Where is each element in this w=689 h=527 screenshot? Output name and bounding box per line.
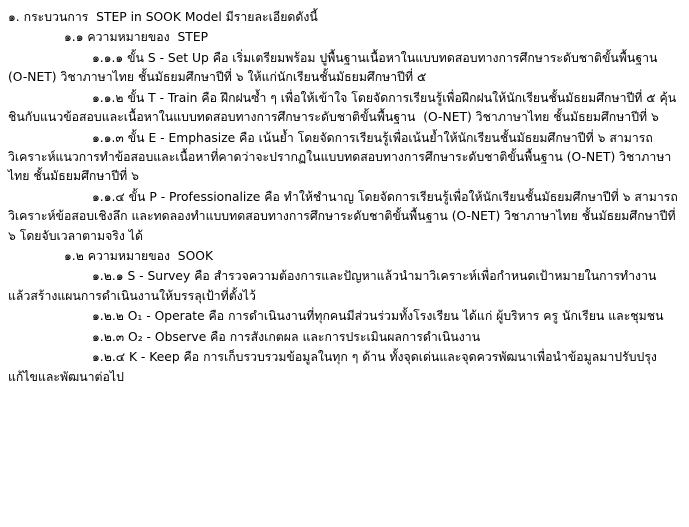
paragraph-item-1-1-4-p-professionalize: ๑.๑.๔ ขั้น P - Professionalize คือ ทำให้ชำนาญ โดยจัดการเรียนรู้เพื่อให้นักเรียนชั้นมัธยมศึกษาปีที่ ๖ สามารถวิเคราะห์ข้อสอบเชิงลึก และทดลองทำแบบทดสอบทางการศึกษาระดับชาติขั้นพื้นฐาน (O-NET) วิชาภาษาไทย ชั้นมัธยมศึกษาปีที่ ๖ โดยจับเวลาตามจริง ได้ <box>8 189 680 243</box>
paragraph-heading-step-in-sook: ๑. กระบวนการ STEP in SOOK Model มีรายละเอียดดังนี้ <box>8 10 318 24</box>
paragraph-item-1-2-4-k-keep: ๑.๒.๔ K - Keep คือ การเก็บรวบรวมข้อมูลในทุก ๆ ด้าน ทั้งจุดเด่นและจุดควรพัฒนาเพื่อนำข้อมูลมาปรับปรุงแก้ไขและพัฒนาต่อไป <box>8 350 657 384</box>
paragraph-item-1-1-1-s-setup: ๑.๑.๑ ขั้น S - Set Up คือ เริ่มเตรียมพร้อม ปูพื้นฐานเนื้อหาในแบบทดสอบทางการศึกษาระดับชาติขั้นพื้นฐาน (O-NET) วิชาภาษาไทย ชั้นมัธยมศึกษาปีที่ ๖ ให้แก่นักเรียนชั้นมัธยมศึกษาปีที่ ๕ <box>8 50 662 85</box>
paragraph-heading-meaning-step: ๑.๑ ความหมายของ STEP <box>64 30 209 45</box>
paragraph-item-1-2-2-o1-operate: ๑.๒.๒ O₁ - Operate คือ การดำเนินงานที่ทุกคนมีส่วนร่วมทั้งโรงเรียน ได้แก่ ผู้บริหาร ครู นักเรียน และชุมชน <box>92 309 664 324</box>
paragraph-item-1-2-1-s-survey: ๑.๒.๑ S - Survey คือ สำรวจความต้องการและปัญหาแล้วนำมาวิเคราะห์เพื่อกำหนดเป้าหมายในการทำงาน แล้วสร้างแผนการดำเนินงานให้บรรลุเป้าที่ตั้งไว้ <box>8 269 661 303</box>
paragraph-item-1-1-2-t-train: ๑.๑.๒ ขั้น T - Train คือ ฝึกฝนซ้ำ ๆ เพื่อให้เข้าใจ โดยจัดการเรียนรู้เพื่อฝึกฝนให้นักเรียนชั้นมัธยมศึกษาปีที่ ๕ คุ้นชินกับแนวข้อสอบและเนื้อหาในแบบทดสอบทางการศึกษาระดับชาติขั้นพื้นฐาน (O-NET) วิชาภาษาไทย ชั้นมัธยมศึกษาปีที่ ๖ <box>8 90 677 125</box>
paragraph-item-1-2-3-o2-observe: ๑.๒.๓ O₂ - Observe คือ การสังเกตผล และการประเมินผลการดำเนินงาน <box>92 329 481 344</box>
paragraph-heading-meaning-sook: ๑.๒ ความหมายของ SOOK <box>64 249 214 264</box>
paragraph-item-1-1-3-e-emphasize: ๑.๑.๓ ขั้น E - Emphasize คือ เน้นย้ำ โดยจัดการเรียนรู้เพื่อเน้นย้ำให้นักเรียนชั้นมัธยมศึกษาปีที่ ๖ สามารถวิเคราะห์แนวการทำข้อสอบและเนื้อหาที่คาดว่าจะปรากฏในแบบทดสอบทางการศึกษาระดับชาติขั้นพื้นฐาน (O-NET) วิชาภาษาไทย ชั้นมัธยมศึกษาปีที่ ๖ <box>8 130 672 184</box>
